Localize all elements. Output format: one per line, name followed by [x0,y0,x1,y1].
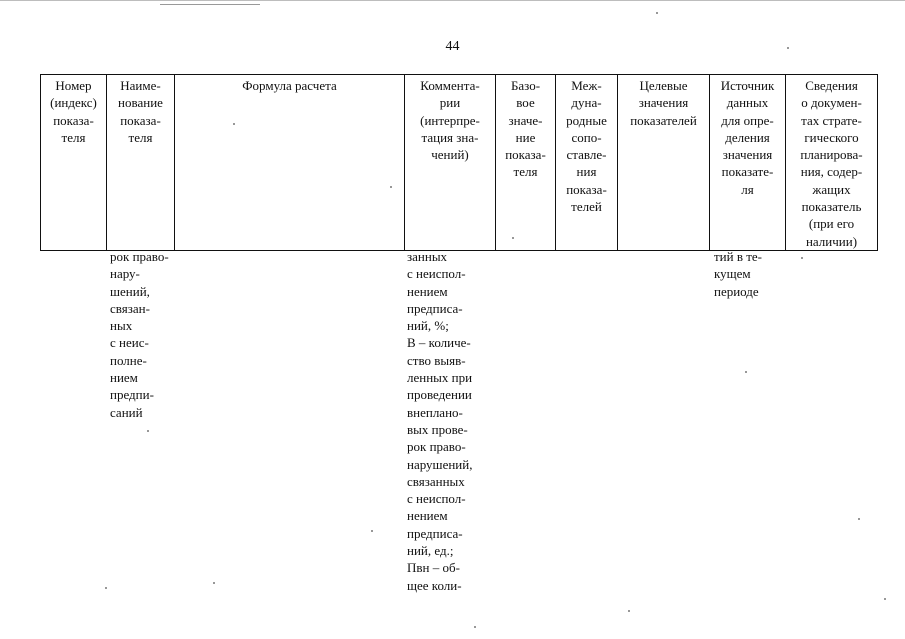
header-cell-base-value: Базо- вое значе- ние показа- теля [496,75,556,251]
header-cell-strategic-docs: Сведения о докумен- тах страте- гического планирова- ния, содер- жащих показатель (при его наличии) [786,75,878,251]
scan-speck [656,12,658,14]
scan-top-border [0,0,905,1]
scan-speck [628,610,630,612]
continuation-comments: занных с неиспол- нением предписа- ний, %; В – количе- ство выяв- ленных при проведении внеплано- вых прове- рок право- нарушений, связанных с неиспол- нением предписа- ний, ед.; Пвн – об- щее коли- [407,249,473,593]
page-number: 44 [445,39,460,54]
scan-speck [371,530,373,532]
continuation-data-source: тий в те- кущем периоде [714,249,763,299]
scan-speck [858,518,860,520]
scan-speck [884,598,886,600]
continuation-indicator-name: рок право- нару- шений, связан- ных с неис- полне- нием предпи- саний [110,249,169,420]
header-cell-index: Номер (индекс) показа- теля [41,75,107,251]
scan-speck [474,626,476,628]
scan-speck [787,47,789,49]
scan-speck [801,257,803,259]
header-cell-data-source: Источник данных для опре- деления значения показате- ля [710,75,786,251]
header-cell-formula: Формула расчета [175,75,405,251]
scan-speck [512,237,514,239]
scan-speck [213,582,215,584]
header-cell-comments: Коммента- рии (интерпре- тация зна- чений) [405,75,496,251]
header-cell-name: Наиме- нование показа- теля [107,75,175,251]
header-cell-international: Меж- дуна- родные сопо- ставле- ния показа- телей [556,75,618,251]
scan-speck [233,123,235,125]
scan-speck [745,371,747,373]
header-row [41,75,878,251]
indicator-table-header [40,74,878,251]
scan-speck [147,430,149,432]
scan-speck [105,587,107,589]
scan-top-mark [160,4,260,5]
scan-speck [390,186,392,188]
header-cell-target-values: Целевые значения показателей [618,75,710,251]
